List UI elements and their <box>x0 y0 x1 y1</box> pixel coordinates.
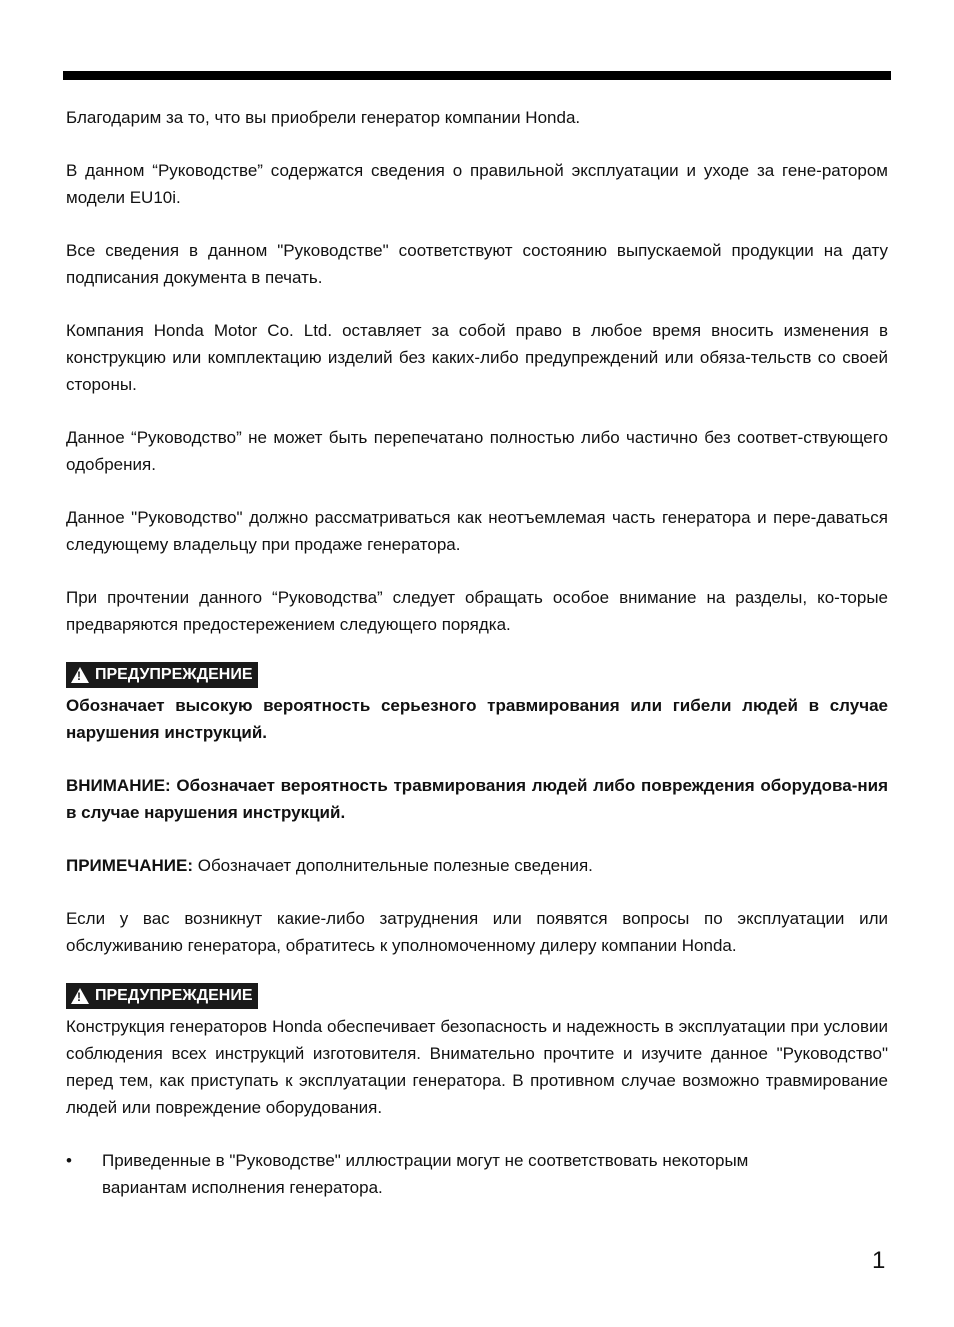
intro-attention-sections: При прочтении данного “Руководства” следует обращать особое внимание на разделы, ко-торые предваряются предостережением следующего порядка. <box>66 588 888 634</box>
intro-thanks: Благодарим за то, что вы приобрели генератор компании Honda. <box>66 108 581 127</box>
warning-description: Обозначает высокую вероятность серьезного травмирования или гибели людей в случае нарушения инструкций. <box>66 696 888 742</box>
caution-definition <box>66 772 888 826</box>
caution-label: ВНИМАНИЕ: <box>66 776 171 795</box>
illustration-note-text: Приведенные в "Руководстве" иллюстрации могут не соответствовать некоторым вариантам исполнения генератора. <box>102 1151 749 1197</box>
intro-manual-contents: В данном “Руководстве” содержатся сведения о правильной эксплуатации и уходе за гене-ратором модели EU10i. <box>66 161 888 207</box>
warning-badge-label: ПРЕДУПРЕЖДЕНИЕ <box>95 666 253 683</box>
warning-triangle-icon <box>71 667 89 683</box>
warning-badge-label: ПРЕДУПРЕЖДЕНИЕ <box>95 987 253 1004</box>
note-definition <box>66 852 888 879</box>
warning-triangle-icon <box>71 988 89 1004</box>
intro-information-validity: Все сведения в данном "Руководстве" соответствуют состоянию выпускаемой продукции на дату подписания документа в печать. <box>66 241 888 287</box>
top-rule <box>63 71 891 80</box>
warning-safety-text: Конструкция генераторов Honda обеспечивает безопасность и надежность в эксплуатации при условии соблюдения всех инструкций изготовителя. Внимательно прочтите и изучите данное "Руководство" перед тем, как приступать к эксплуатации генератора. В противном случае возможно травмирование людей или повреждение оборудования. <box>66 1017 888 1117</box>
dealer-contact-paragraph: Если у вас возникнут какие-либо затруднения или появятся вопросы по эксплуатации или обслуживанию генератора, обратитесь к уполномоченному дилеру компании Honda. <box>66 909 888 955</box>
warning-badge <box>66 662 258 688</box>
warning-block-2 <box>66 983 888 1121</box>
bullet-marker: • <box>66 1151 72 1170</box>
intro-right-to-change: Компания Honda Motor Co. Ltd. оставляет за собой право в любое время вносить изменения в конструкцию или комплектацию изделий без каких-либо предупреждений или обяза-тельств со своей стороны. <box>66 321 888 394</box>
warning-block-1 <box>66 662 888 746</box>
caution-text: Обозначает вероятность травмирования людей либо повреждения оборудова-ния в случае нарушения инструкций. <box>66 776 888 822</box>
illustration-note-item <box>66 1147 888 1201</box>
page-content <box>66 104 888 1201</box>
page-number: 1 <box>872 1247 886 1274</box>
warning-badge <box>66 983 258 1009</box>
note-label: ПРИМЕЧАНИЕ: <box>66 856 193 875</box>
intro-part-of-generator: Данное "Руководство" должно рассматриваться как неотъемлемая часть генератора и пере-даваться следующему владельцу при продаже генератора. <box>66 508 888 554</box>
intro-copyright: Данное “Руководство” не может быть перепечатано полностью либо частично без соответ-ствующего одобрения. <box>66 428 888 474</box>
note-text: Обозначает дополнительные полезные сведения. <box>193 856 593 875</box>
